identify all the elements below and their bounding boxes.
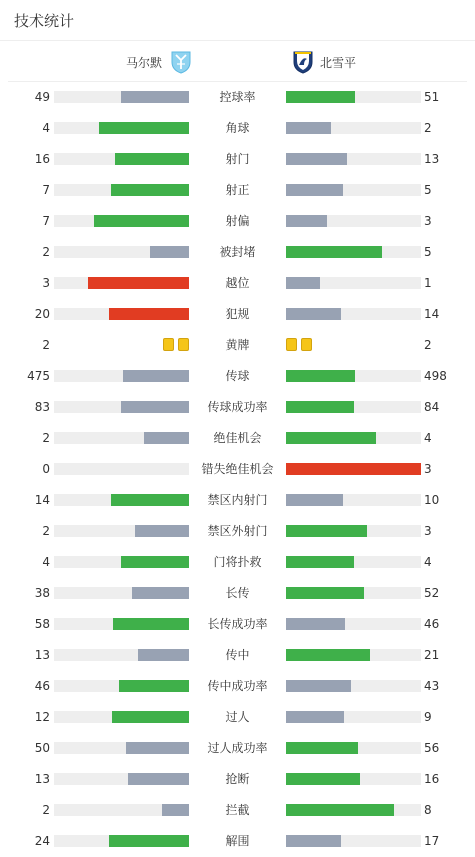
stat-row xyxy=(0,454,475,485)
home-bar-fill xyxy=(115,153,189,165)
away-value: 21 xyxy=(424,648,440,662)
away-yellow-cards xyxy=(286,338,312,351)
home-value: 13 xyxy=(34,648,50,662)
away-value: 52 xyxy=(424,586,440,600)
malmo-crest-icon xyxy=(170,50,192,74)
home-bar-track xyxy=(54,215,189,227)
away-value: 46 xyxy=(424,617,440,631)
home-value: 475 xyxy=(27,369,50,383)
away-value: 51 xyxy=(424,90,440,104)
stat-row xyxy=(0,640,475,671)
home-value: 0 xyxy=(42,462,50,476)
stat-row xyxy=(0,237,475,268)
home-bar-fill xyxy=(111,494,189,506)
away-value: 1 xyxy=(424,276,432,290)
away-bar-track xyxy=(286,215,421,227)
away-bar-track xyxy=(286,91,421,103)
home-team[interactable] xyxy=(126,49,192,75)
stat-label: 越位 xyxy=(225,276,250,290)
away-bar-fill xyxy=(286,742,358,754)
home-bar-fill xyxy=(111,184,189,196)
home-bar-fill xyxy=(119,680,189,692)
home-value: 2 xyxy=(42,431,50,445)
home-value: 4 xyxy=(42,121,50,135)
home-team-name: 马尔默 xyxy=(126,55,163,70)
home-value: 24 xyxy=(34,834,50,848)
away-bar-fill xyxy=(286,835,341,847)
home-bar-fill xyxy=(162,804,189,816)
away-bar-track xyxy=(286,246,421,258)
home-bar-track xyxy=(54,432,189,444)
home-bar-track xyxy=(54,401,189,413)
home-bar-track xyxy=(54,711,189,723)
away-bar-track xyxy=(286,122,421,134)
stat-label: 被封堵 xyxy=(219,245,256,259)
home-bar-track xyxy=(54,680,189,692)
home-bar-fill xyxy=(128,773,189,785)
home-value: 50 xyxy=(34,741,50,755)
home-bar-fill xyxy=(99,122,189,134)
stat-row xyxy=(0,733,475,764)
stat-label: 黄牌 xyxy=(225,338,250,352)
stat-label: 角球 xyxy=(225,121,250,135)
away-bar-track xyxy=(286,711,421,723)
away-bar-track xyxy=(286,277,421,289)
away-value: 16 xyxy=(424,772,440,786)
home-bar-fill xyxy=(113,618,189,630)
stat-row xyxy=(0,485,475,516)
stat-label: 传球成功率 xyxy=(207,400,268,414)
home-bar-fill xyxy=(132,587,189,599)
home-value: 3 xyxy=(42,276,50,290)
away-bar-fill xyxy=(286,432,376,444)
home-value: 83 xyxy=(34,400,50,414)
home-bar-track xyxy=(54,122,189,134)
stat-row xyxy=(0,671,475,702)
home-bar-fill xyxy=(150,246,189,258)
stat-label: 解围 xyxy=(225,834,250,848)
away-bar-track xyxy=(286,649,421,661)
home-value: 38 xyxy=(34,586,50,600)
home-bar-track xyxy=(54,835,189,847)
stat-label: 射偏 xyxy=(225,214,250,228)
away-bar-track xyxy=(286,587,421,599)
stat-row xyxy=(0,392,475,423)
away-value: 10 xyxy=(424,493,440,507)
away-bar-track xyxy=(286,556,421,568)
away-bar-fill xyxy=(286,370,355,382)
away-value: 3 xyxy=(424,462,432,476)
away-value: 5 xyxy=(424,183,432,197)
home-bar-track xyxy=(54,153,189,165)
away-value: 9 xyxy=(424,710,432,724)
away-bar-track xyxy=(286,401,421,413)
away-bar-fill xyxy=(286,463,421,475)
team-header xyxy=(8,41,467,82)
home-bar-fill xyxy=(109,835,189,847)
away-value: 3 xyxy=(424,214,432,228)
home-bar-track xyxy=(54,742,189,754)
away-bar-fill xyxy=(286,680,351,692)
home-value: 2 xyxy=(42,245,50,259)
yellow-card-icon xyxy=(163,338,174,351)
stat-row xyxy=(0,268,475,299)
away-team[interactable] xyxy=(292,49,356,75)
stat-row xyxy=(0,330,475,361)
stat-label: 绝佳机会 xyxy=(213,431,262,445)
away-value: 4 xyxy=(424,555,432,569)
stat-row xyxy=(0,175,475,206)
stat-row xyxy=(0,361,475,392)
home-bar-fill xyxy=(109,308,189,320)
home-bar-fill xyxy=(126,742,189,754)
stat-row xyxy=(0,547,475,578)
home-bar-fill xyxy=(94,215,189,227)
away-bar-track xyxy=(286,835,421,847)
home-bar-track xyxy=(54,804,189,816)
away-bar-track xyxy=(286,184,421,196)
home-value: 2 xyxy=(42,524,50,538)
away-bar-fill xyxy=(286,618,345,630)
stat-row xyxy=(0,516,475,547)
stat-label: 传球 xyxy=(225,369,250,383)
stat-label: 射门 xyxy=(225,152,250,166)
away-bar-fill xyxy=(286,804,394,816)
away-bar-fill xyxy=(286,308,341,320)
home-yellow-cards xyxy=(163,338,189,351)
stat-label: 长传成功率 xyxy=(207,617,268,631)
page-header xyxy=(0,0,475,41)
stat-row xyxy=(0,113,475,144)
stat-row xyxy=(0,764,475,795)
home-value: 58 xyxy=(34,617,50,631)
home-bar-fill xyxy=(144,432,189,444)
home-value: 7 xyxy=(42,214,50,228)
away-value: 2 xyxy=(424,121,432,135)
away-bar-fill xyxy=(286,153,347,165)
away-value: 43 xyxy=(424,679,440,693)
yellow-card-icon xyxy=(178,338,189,351)
away-bar-fill xyxy=(286,525,367,537)
stat-label: 过人 xyxy=(225,710,250,724)
stat-row xyxy=(0,206,475,237)
stat-row xyxy=(0,826,475,857)
away-bar-track xyxy=(286,308,421,320)
away-bar-fill xyxy=(286,773,360,785)
stat-row xyxy=(0,299,475,330)
away-bar-fill xyxy=(286,494,343,506)
away-bar-track xyxy=(286,370,421,382)
away-bar-fill xyxy=(286,246,382,258)
away-bar-track xyxy=(286,773,421,785)
stat-label: 犯规 xyxy=(225,307,250,321)
away-bar-track xyxy=(286,618,421,630)
away-bar-fill xyxy=(286,91,355,103)
away-bar-track xyxy=(286,494,421,506)
page-title: 技术统计 xyxy=(14,11,75,30)
away-bar-fill xyxy=(286,711,344,723)
stat-row xyxy=(0,609,475,640)
stat-label: 传中成功率 xyxy=(207,679,268,693)
home-bar-track xyxy=(54,556,189,568)
home-bar-track xyxy=(54,184,189,196)
away-value: 2 xyxy=(424,338,432,352)
home-bar-track xyxy=(54,308,189,320)
home-bar-fill xyxy=(112,711,189,723)
home-bar-track xyxy=(54,587,189,599)
home-value: 2 xyxy=(42,338,50,352)
home-value: 4 xyxy=(42,555,50,569)
stat-label: 禁区内射门 xyxy=(207,493,268,507)
stat-row xyxy=(0,578,475,609)
away-value: 3 xyxy=(424,524,432,538)
away-value: 14 xyxy=(424,307,440,321)
home-bar-fill xyxy=(138,649,189,661)
away-bar-fill xyxy=(286,122,331,134)
away-team-name: 北雪平 xyxy=(320,55,357,70)
away-value: 4 xyxy=(424,431,432,445)
away-bar-track xyxy=(286,804,421,816)
stat-label: 长传 xyxy=(225,586,250,600)
home-bar-fill xyxy=(135,525,189,537)
home-value: 20 xyxy=(34,307,50,321)
away-bar-track xyxy=(286,463,421,475)
home-value: 2 xyxy=(42,803,50,817)
home-bar-track xyxy=(54,277,189,289)
stat-label: 拦截 xyxy=(225,803,250,817)
away-value: 8 xyxy=(424,803,432,817)
yellow-card-icon xyxy=(301,338,312,351)
home-value: 16 xyxy=(34,152,50,166)
away-bar-fill xyxy=(286,587,364,599)
stat-label: 禁区外射门 xyxy=(207,524,268,538)
stat-label: 抢断 xyxy=(225,772,250,786)
stat-label: 门将扑救 xyxy=(213,555,262,569)
home-bar-track xyxy=(54,370,189,382)
away-bar-fill xyxy=(286,401,354,413)
home-bar-track xyxy=(54,246,189,258)
home-bar-track xyxy=(54,649,189,661)
home-bar-fill xyxy=(121,556,189,568)
yellow-card-icon xyxy=(286,338,297,351)
stat-label: 过人成功率 xyxy=(207,741,268,755)
home-bar-track xyxy=(54,618,189,630)
home-bar-track xyxy=(54,773,189,785)
away-bar-fill xyxy=(286,215,327,227)
home-bar-fill xyxy=(123,370,189,382)
away-bar-track xyxy=(286,742,421,754)
home-value: 14 xyxy=(34,493,50,507)
stat-row xyxy=(0,423,475,454)
stat-row xyxy=(0,702,475,733)
home-bar-fill xyxy=(88,277,189,289)
home-bar-track xyxy=(54,91,189,103)
away-value: 84 xyxy=(424,400,440,414)
away-bar-track xyxy=(286,153,421,165)
home-value: 12 xyxy=(34,710,50,724)
home-value: 13 xyxy=(34,772,50,786)
home-value: 7 xyxy=(42,183,50,197)
home-value: 49 xyxy=(34,90,50,104)
away-value: 17 xyxy=(424,834,440,848)
away-value: 56 xyxy=(424,741,440,755)
away-bar-track xyxy=(286,525,421,537)
stat-label: 射正 xyxy=(225,183,250,197)
home-bar-track xyxy=(54,463,189,475)
away-value: 498 xyxy=(424,369,447,383)
norrkoping-crest-icon xyxy=(292,50,314,74)
away-value: 5 xyxy=(424,245,432,259)
stat-row xyxy=(0,795,475,826)
home-value: 46 xyxy=(34,679,50,693)
away-bar-fill xyxy=(286,184,343,196)
away-bar-fill xyxy=(286,556,354,568)
away-bar-track xyxy=(286,432,421,444)
home-bar-fill xyxy=(121,401,189,413)
stat-row xyxy=(0,144,475,175)
away-bar-fill xyxy=(286,277,320,289)
away-value: 13 xyxy=(424,152,440,166)
home-bar-fill xyxy=(121,91,189,103)
home-bar-track xyxy=(54,494,189,506)
stat-label: 错失绝佳机会 xyxy=(201,462,274,476)
stat-label: 控球率 xyxy=(219,90,256,104)
away-bar-fill xyxy=(286,649,370,661)
stat-label: 传中 xyxy=(225,648,250,662)
stat-row xyxy=(0,82,475,113)
away-bar-track xyxy=(286,680,421,692)
home-bar-track xyxy=(54,525,189,537)
